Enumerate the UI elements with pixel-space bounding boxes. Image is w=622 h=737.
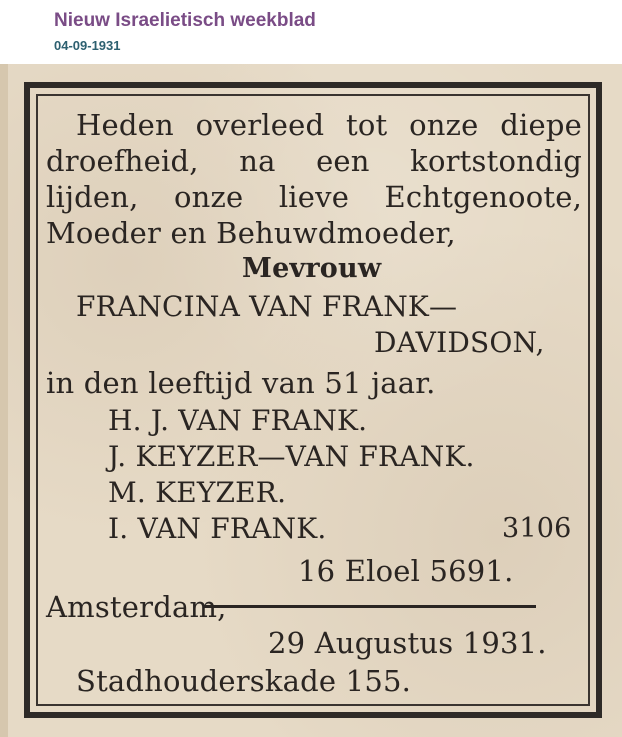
survivor-name: J. KEYZER—VAN FRANK. xyxy=(108,440,475,473)
intro-line-3 xyxy=(46,180,582,214)
word: na xyxy=(239,144,276,178)
ad-number: 3106 xyxy=(502,513,572,544)
word: Heden xyxy=(76,108,174,142)
word: lijden, xyxy=(46,180,139,214)
word: overleed xyxy=(195,108,325,142)
word: onze xyxy=(409,108,479,142)
honorific: Mevrouw xyxy=(242,253,382,284)
intro-line-4: Moeder en Behuwdmoeder, xyxy=(46,216,456,250)
newspaper-clipping xyxy=(0,64,622,737)
address: Stadhouderskade 155. xyxy=(76,664,412,698)
word: lieve xyxy=(278,180,350,214)
deceased-name-line-1: FRANCINA VAN FRANK— xyxy=(76,290,458,323)
word: Echtgenoote, xyxy=(384,180,582,214)
word: kortstondig xyxy=(410,144,582,178)
word: tot xyxy=(346,108,388,142)
survivor-name: H. J. VAN FRANK. xyxy=(108,404,368,437)
clipping-edge xyxy=(0,64,8,737)
date-rule xyxy=(204,605,536,608)
place: Amsterdam, xyxy=(46,590,227,624)
publication-header xyxy=(0,0,622,62)
deceased-name-line-2: DAVIDSON, xyxy=(374,326,545,359)
word: een xyxy=(316,144,370,178)
intro-line-1 xyxy=(76,108,582,142)
age-line: in den leeftijd van 51 jaar. xyxy=(46,366,436,400)
gregorian-date: 29 Augustus 1931. xyxy=(268,626,547,660)
hebrew-date: 16 Eloel 5691. xyxy=(298,554,514,588)
publication-date: 04-09-1931 xyxy=(54,38,121,53)
intro-line-2 xyxy=(46,144,582,178)
survivor-name: I. VAN FRANK. xyxy=(108,512,327,545)
word: onze xyxy=(174,180,244,214)
publication-title[interactable]: Nieuw Israelietisch weekblad xyxy=(54,10,316,31)
survivor-name: M. KEYZER. xyxy=(108,476,287,509)
word: droefheid, xyxy=(46,144,199,178)
word: diepe xyxy=(500,108,582,142)
